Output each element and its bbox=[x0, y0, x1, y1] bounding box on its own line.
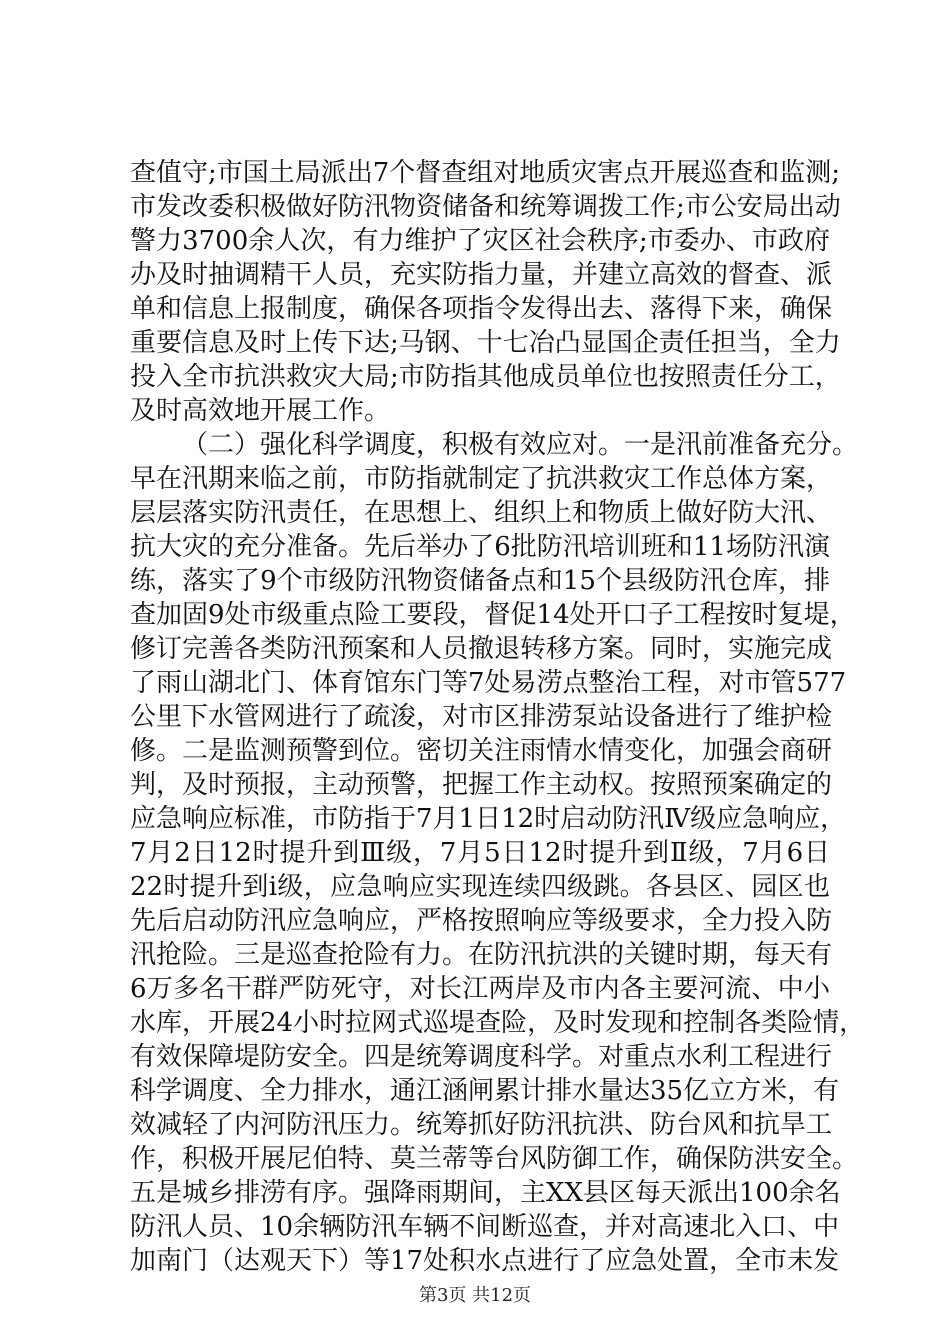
document-body bbox=[130, 156, 866, 1278]
text-line: 公里下水管网进行了疏浚，对市区排涝泵站设备进行了维护检 bbox=[130, 702, 833, 732]
text-line: 及时高效地开展工作。 bbox=[130, 396, 391, 426]
text-line: 加南门（达观天下）等17处积水点进行了应急处置，全市未发 bbox=[130, 1246, 840, 1276]
text-line: 防汛人员、10余辆防汛车辆不间断巡查，并对高速北入口、中 bbox=[130, 1212, 840, 1242]
text-line: 应急响应标准，市防指于7月1日12时启动防汛Ⅳ级应急响应， bbox=[130, 804, 847, 834]
text-line: 警力3700余人次，有力维护了灾区社会秩序;市委办、市政府 bbox=[130, 226, 830, 256]
text-line: 效减轻了内河防汛压力。统筹抓好防汛抗洪、防台风和抗旱工 bbox=[130, 1110, 833, 1140]
text-line: 练，落实了9个市级防汛物资储备点和15个县级防汛仓库，排 bbox=[130, 566, 830, 596]
text-line: 水库，开展24小时拉网式巡堤查险，及时发现和控制各类险情， bbox=[130, 1008, 866, 1038]
text-line: 7月2日12时提升到Ⅲ级，7月5日12时提升到Ⅱ级，7月6日 bbox=[130, 838, 830, 868]
text-line: 单和信息上报制度，确保各项指令发得出去、落得下来，确保 bbox=[130, 294, 833, 324]
text-line: 修订完善各类防汛预案和人员撤退转移方案。同时，实施完成 bbox=[130, 634, 833, 664]
text-line: 抗大灾的充分准备。先后举办了6批防汛培训班和11场防汛演 bbox=[130, 532, 830, 562]
text-line: 科学调度、全力排水，通江涵闸累计排水量达35亿立方米，有 bbox=[130, 1076, 840, 1106]
text-line: 判，及时预报，主动预警，把握工作主动权。按照预案确定的 bbox=[130, 770, 833, 800]
paragraph-2 bbox=[130, 428, 866, 1278]
text-line: 汛抢险。三是巡查抢险有力。在防汛抗洪的关键时期，每天有 bbox=[130, 940, 833, 970]
text-line: 了雨山湖北门、体育馆东门等7处易涝点整治工程，对市管577 bbox=[130, 668, 847, 698]
text-line: 投入全市抗洪救灾大局;市防指其他成员单位也按照责任分工， bbox=[130, 362, 841, 392]
text-line: 先后启动防汛应急响应，严格按照响应等级要求，全力投入防 bbox=[130, 906, 833, 936]
text-line: 查加固9处市级重点险工要段，督促14处开口子工程按时复堤， bbox=[130, 600, 856, 630]
text-line: 修。二是监测预警到位。密切关注雨情水情变化，加强会商研 bbox=[130, 736, 833, 766]
text-line: 重要信息及时上传下达;马钢、十七冶凸显国企责任担当，全力 bbox=[130, 328, 841, 358]
text-line: 22时提升到ⅰ级，应急响应实现连续四级跳。各县区、园区也 bbox=[130, 872, 830, 902]
text-line: 早在汛期来临之前，市防指就制定了抗洪救灾工作总体方案， bbox=[130, 464, 833, 494]
text-line: 6万多名干群严防死守，对长江两岸及市内各主要河流、中小 bbox=[130, 974, 830, 1004]
text-line: 办及时抽调精干人员，充实防指力量，并建立高效的督查、派 bbox=[130, 260, 833, 290]
page-footer: 第3页 共12页 bbox=[418, 1285, 532, 1306]
text-line: 市发改委积极做好防汛物资储备和统筹调拨工作;市公安局出动 bbox=[130, 192, 841, 222]
text-line: 层层落实防汛责任，在思想上、组织上和物质上做好防大汛、 bbox=[130, 498, 833, 528]
text-line: 五是城乡排涝有序。强降雨期间，主XX县区每天派出100余名 bbox=[130, 1178, 841, 1208]
text-line: （二）强化科学调度，积极有效应对。一是汛前准备充分。 bbox=[182, 430, 859, 460]
paragraph-1 bbox=[130, 156, 841, 428]
text-line: 作，积极开展尼伯特、莫兰蒂等台风防御工作，确保防洪安全。 bbox=[130, 1144, 859, 1174]
text-line: 查值守;市国土局派出7个督查组对地质灾害点开展巡查和监测; bbox=[130, 158, 841, 188]
text-line: 有效保障堤防安全。四是统筹调度科学。对重点水利工程进行 bbox=[130, 1042, 833, 1072]
